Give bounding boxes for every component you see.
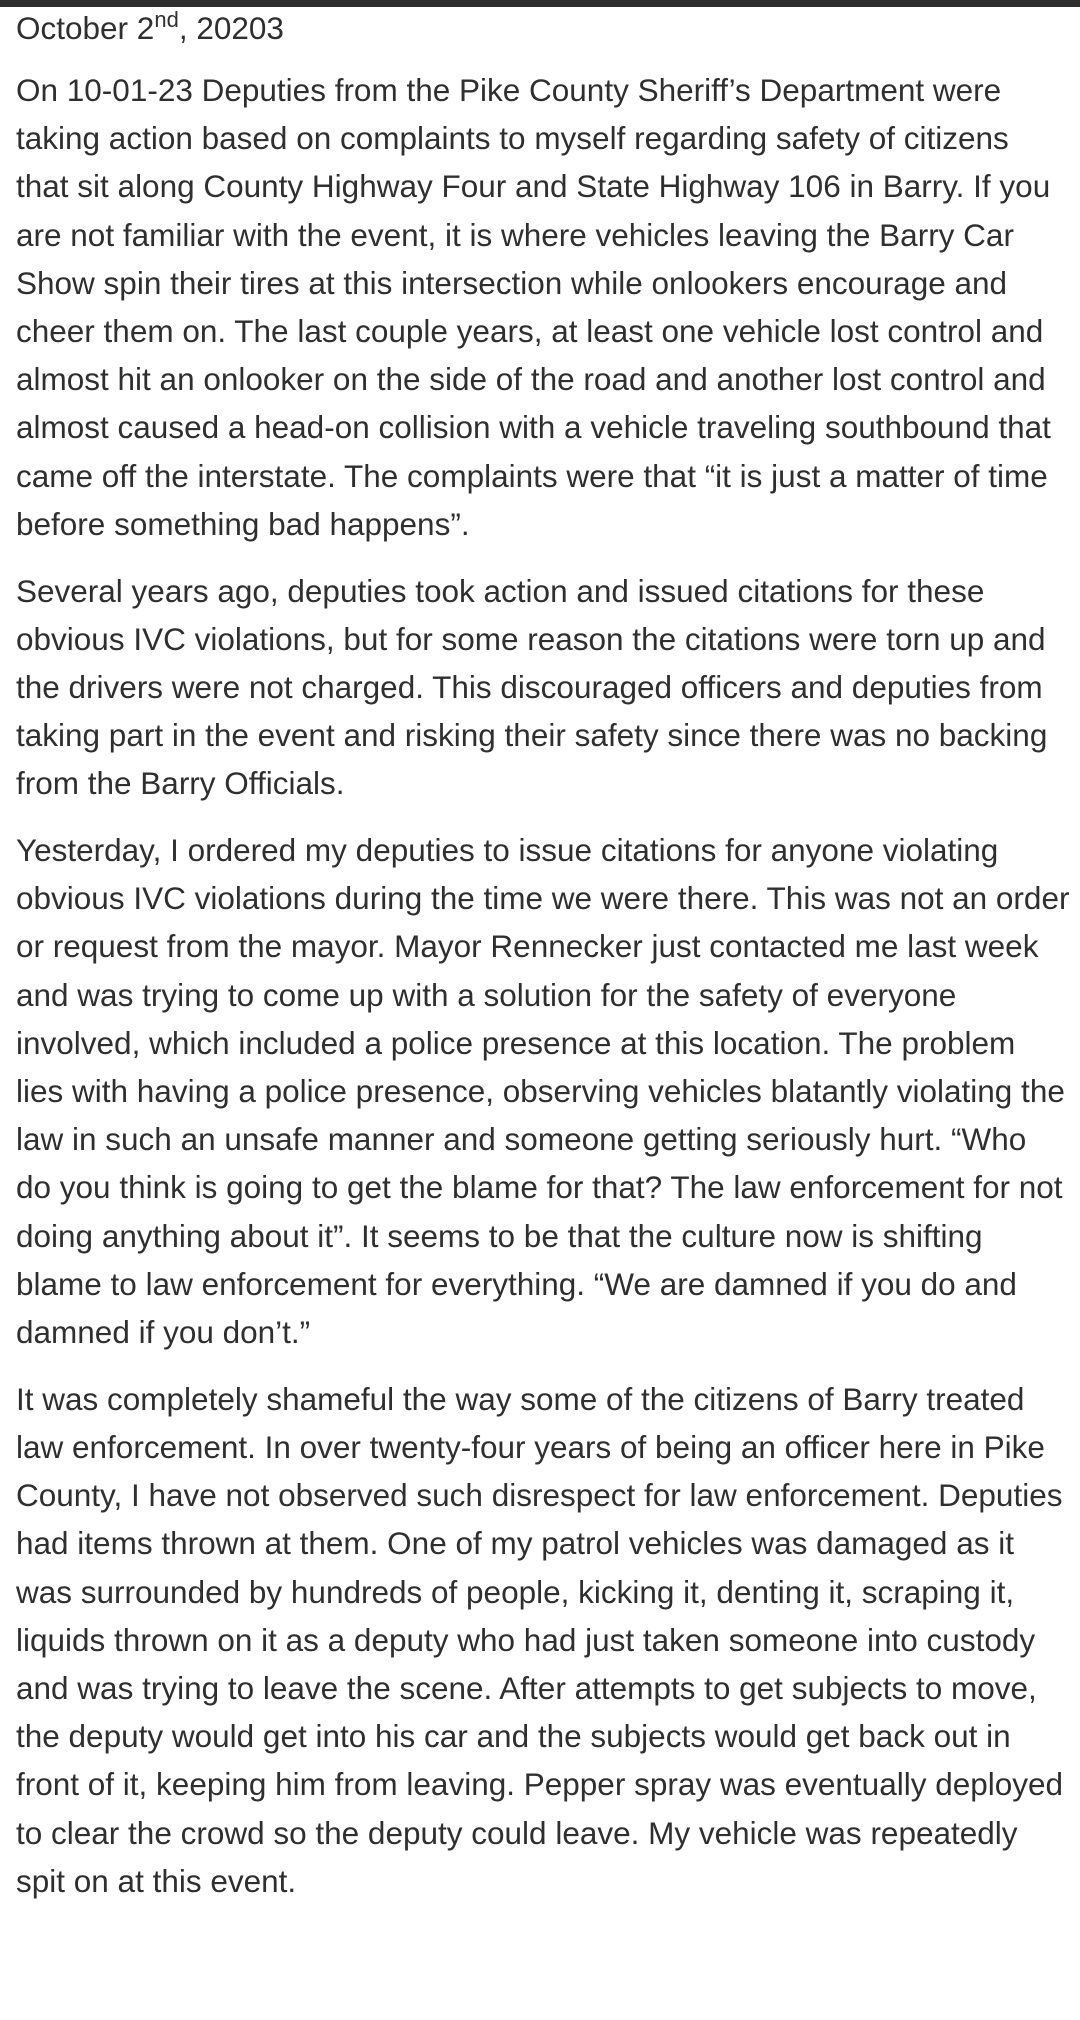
paragraph-1: On 10-01-23 Deputies from the Pike County Sheriff’s Department were taking action based on complaints to myself regarding safety of citizens that sit along County Highway Four and State Highway 106 in Barry. If you are not familiar with the event, it is where vehicles leaving the Barry Car Show spin their tires at this intersection while onlookers encourage and cheer them on. The last couple years, at least one vehicle lost control and almost hit an onlooker on the side of the road and another lost control and almost caused a head-on collision with a vehicle traveling southbound that came off the interstate. The complaints were that “it is just a matter of time before something bad happens”. xyxy=(16,72,1051,542)
document-date xyxy=(16,8,1070,48)
paragraph-2: Several years ago, deputies took action and issued citations for these obvious IVC violations, but for some reason the citations were torn up and the drivers were not charged. This discouraged officers and deputies from taking part in the event and risking their safety since there was no backing from the Barry Officials. xyxy=(16,572,1048,802)
paragraph-3: Yesterday, I ordered my deputies to issue citations for anyone violating obvious IVC violations during the time we were there. This was not an order or request from the mayor. Mayor Rennecker just contacted me last week and was trying to come up with a solution for the safety of everyone involved, which included a police presence at this location. The problem lies with having a police presence, observing vehicles blatantly violating the law in such an unsafe manner and someone getting seriously hurt. “Who do you think is going to get the blame for that? The law enforcement for not doing anything about it”. It seems to be that the culture now is shifting blame to law enforcement for everything. “We are damned if you do and damned if you don’t.” xyxy=(16,832,1070,1351)
document-body xyxy=(16,8,1070,1924)
top-edge-bar xyxy=(0,0,1080,7)
date-month-day: October 2 xyxy=(16,10,155,46)
date-year: , 20203 xyxy=(178,10,284,46)
date-ordinal-suffix: nd xyxy=(154,7,179,32)
paragraph-4: It was completely shameful the way some of the citizens of Barry treated law enforcement. In over twenty-four years of being an officer here in Pike County, I have not observed such disrespect for law enforcement. Deputies had items thrown at them. One of my patrol vehicles was damaged as it was surrounded by hundreds of people, kicking it, denting it, scraping it, liquids thrown on it as a deputy who had just taken someone into custody and was trying to leave the scene. After attempts to get subjects to move, the deputy would get into his car and the subjects would get back out in front of it, keeping him from leaving. Pepper spray was eventually deployed to clear the crowd so the deputy could leave. My vehicle was repeatedly spit on at this event. xyxy=(16,1380,1064,1899)
